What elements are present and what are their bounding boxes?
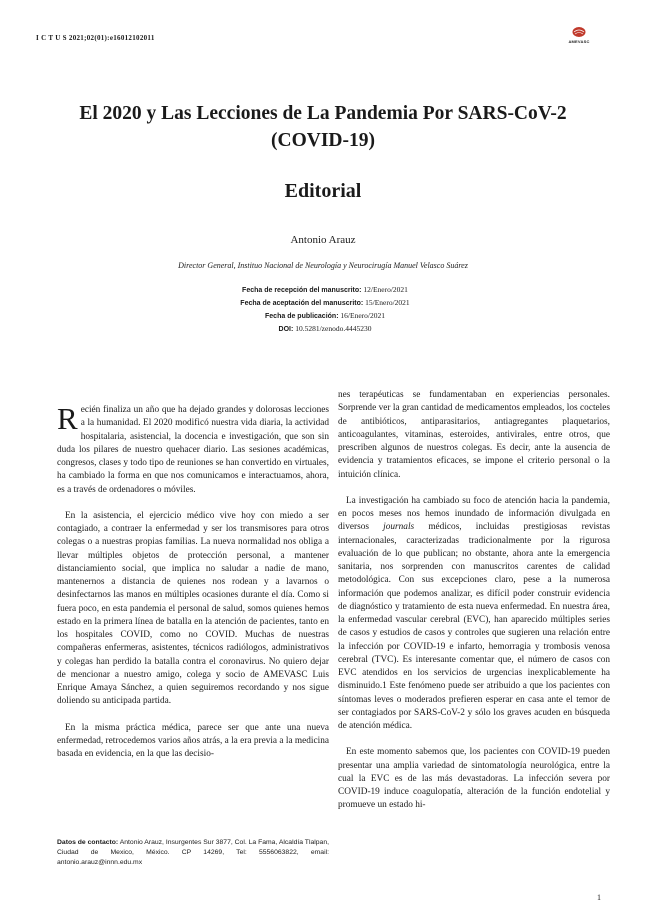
running-head: I C T U S 2021;02(01):e16012102011: [36, 34, 155, 42]
doi: DOI: 10.5281/zenodo.4445230: [278, 324, 372, 333]
page-number: 1: [597, 893, 601, 902]
paragraph: La investigación ha cambiado su foco de atención hacia la pandemia, en pocos meses nos hemos inundado de información divulgada en diversos journals médicos, incluidas prestigiosas revistas internacionales, caracterizadas tradicionalmente por la rigurosa evaluación de lo que publican; no obstante, ahora ante la emergencia sanitaria, nos sorprenden con manuscritos carentes de calidad metodológica. Con sus excepciones claro, pese a la numerosa información que podemos analizar, es difícil poder construir evidencia de diagnóstico y tratamiento de esta nueva enfermedad. En nuestra área, la enfermedad vascular cerebral (EVC), han aparecido múltiples series de casos y estudios de casos y controles que sugieren una relación entre la infección por COVID-19 e infarto, hemorragia y trombosis venosa cerebral (TVC). Es interesante comentar que, el número de casos con EVC atendidos en los servicios de urgencias inexplicablemente ha disminuido.1 Este fenómeno puede ser atribuido a que los pacientes con síntomas leves o moderados prefieren esperar en casa ante el temor de ser contagiados por SARS-CoV-2 y sólo los graves acuden en búsqueda de atención médica.: [338, 495, 610, 731]
paragraph: Recién finaliza un año que ha dejado grandes y dolorosas lecciones a la humanidad. El 2020 modificó nuestra vida diaria, la actividad hospitalaria, asistencial, la docencia e investigación, que son sin duda los pilares de nuestro quehacer diario. Las sesiones académicas, congresos, clases y todo tipo de reuniones se han convertido en virtuales, ha cambiado la forma en que nos comunicamos e interactuamos, ahora, es a través de ordenadores o móviles.: [57, 401, 329, 495]
date-accepted: Fecha de aceptación del manuscrito: 15/Enero/2021: [240, 298, 410, 307]
body-column-left: [57, 401, 329, 774]
author-affiliation: Director General, Instituo Nacional de Neurología y Neurocirugía Manuel Velasco Suárez: [178, 261, 468, 270]
author-name: Antonio Arauz: [290, 234, 356, 246]
paragraph: nes terapéuticas se fundamentaban en experiencias personales. Sorprende ver la gran cantidad de medicamentos empleados, los cocteles de antibióticos, antiparasitarios, antiagregantes plaquetarios, anticoagulantes, vitaminas, esteroides, antivirales, entre otros, que prescriben algunos de nuestros colegas. Es decir, ante la ausencia de evidencia y tratamientos eficaces, se impone el criterio personal o la intuición clínica.: [338, 390, 610, 480]
article-title: El 2020 y Las Lecciones de La Pandemia Por SARS-CoV-2 (COVID-19): [79, 103, 567, 151]
brain-logo-icon: [571, 26, 587, 38]
date-published: Fecha de publicación: 16/Enero/2021: [265, 311, 385, 320]
paragraph: En la misma práctica médica, parece ser que ante una nueva enfermedad, retrocedemos varios años atrás, a la era previa a la medicina basada en evidencia, en la que las decisio-: [57, 722, 329, 759]
drop-cap: R: [57, 401, 78, 436]
manuscript-dates: [60, 284, 590, 336]
paragraph: En la asistencia, el ejercicio médico vive hoy con miedo a ser contagiado, a contraer la enfermedad y ser los transmisores para otros colegas o a nuestras propias familias. La nueva normalidad nos obliga a llevar múltiples objetos de protección personal, a mantener distanciamiento social, que implica no saludar a nadie de mano, mantenernos a distancia de quienes nos rodean y a lavarnos o desinfectarnos las manos en múltiples ocasiones durante el día. Como si fuera poco, en esta pandemia el personal de salud, somos quienes hemos estado en la primera línea de batalla en la atención de pacientes, tanto en los hospitales COVID, como no COVID. Muchas de nuestras compañeras enfermeras, asistentes, técnicos radiólogos, administrativos y colegas han perdido la batalla contra el coronavirus. No quiero dejar de mencionar a nuestro amigo, colega y socio de AMEVASC Luis Enrique Amaya Sánchez, a quien seguiremos recordando y nos sigue doliendo su anticipada partida.: [57, 510, 329, 707]
amevasc-logo: [562, 26, 596, 54]
body-column-right: [338, 389, 610, 826]
contact-label: Datos de contacto:: [57, 839, 119, 846]
logo-label: AMEVASC: [568, 39, 590, 44]
date-received: Fecha de recepción del manuscrito: 12/Enero/2021: [242, 285, 408, 294]
section-heading: Editorial: [284, 180, 362, 202]
contact-text: Antonio Arauz, Insurgentes Sur 3877, Col. La Fama, Alcaldía Tlalpan, Ciudad de Mexico, México. CP 14269, Tel: 5556063822, email: antonio.arauz@innn.edu.mx: [57, 839, 329, 866]
contact-details: [57, 838, 329, 868]
paragraph: En este momento sabemos que, los pacientes con COVID-19 pueden presentar una amplia variedad de sintomatología neurológica, entre la cual la EVC es de las más devastadoras. La infección severa por COVID-19 induce coagulopatía, alteración de la función endotelial y promueve un estado hi-: [338, 747, 610, 811]
